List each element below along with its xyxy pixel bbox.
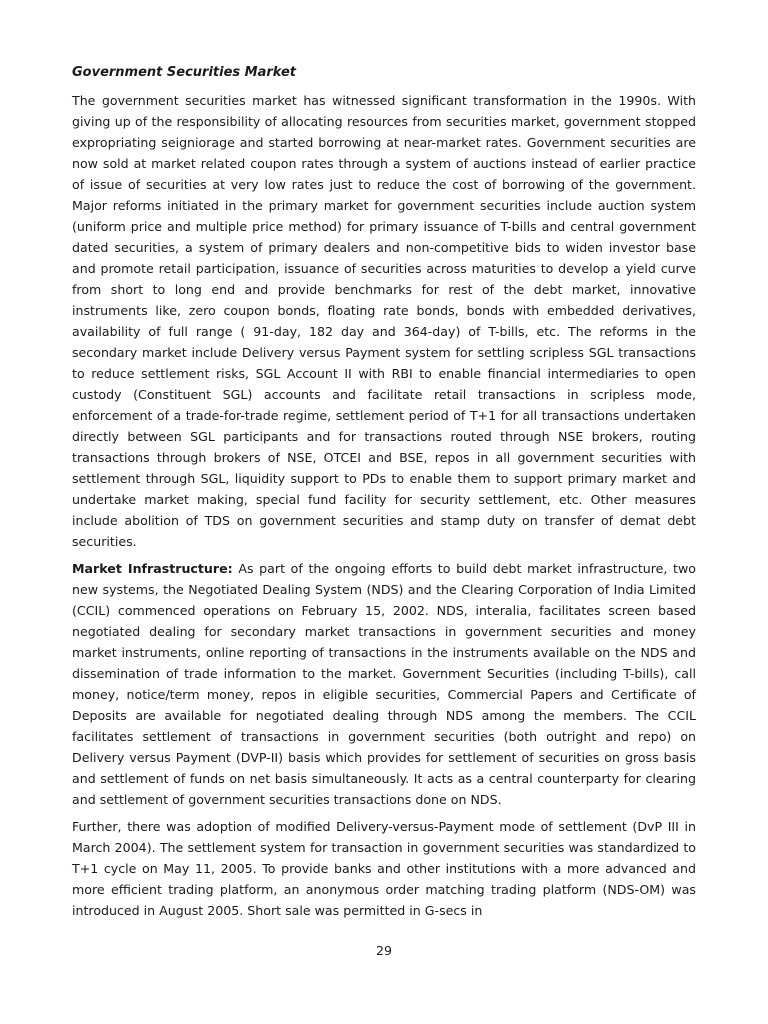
paragraph-lead-label: Market Infrastructure: [72, 561, 233, 576]
paragraph-settlement: Further, there was adoption of modified Delivery-versus-Payment mode of settlement (DvP III in March 2004). The settlement system for transaction in government securities was standardized to T+1 cycle on May 11, 2005. To provide banks and other institutions with a more advanced and more efficient trading platform, an anonymous order matching trading platform (NDS-OM) was introduced in August 2005. Short sale was permitted in G-secs in [72, 819, 696, 918]
page-number: 29 [375, 943, 393, 958]
paragraph-reforms: The government securities market has witnessed significant transformation in the 1990s. With giving up of the responsibility of allocating resources from securities market, government stopped expropriating seigniorage and started borrowing at near-market rates. Government securities are now sold at market related coupon rates through a system of auctions instead of earlier practice of issue of securities at very low rates just to reduce the cost of borrowing of the government. Major reforms initiated in the primary market for government securities include auction system (uniform price and multiple price method) for primary issuance of T-bills and central government dated securities, a system of primary dealers and non-competitive bids to widen investor base and promote retail participation, issuance of securities across maturities to develop a yield curve from short to long end and provide benchmarks for rest of the debt market, innovative instruments like, zero coupon bonds, floating rate bonds, bonds with embedded derivatives, availability of full range ( 91-day, 182 day and 364-day) of T-bills, etc. The reforms in the secondary market include Delivery versus Payment system for settling scripless SGL transactions to reduce settlement risks, SGL Account II with RBI to enable financial intermediaries to open custody (Constituent SGL) accounts and facilitate retail transactions in scripless mode, enforcement of a trade-for-trade regime, settlement period of T+1 for all transactions undertaken directly between SGL participants and for transactions routed through NSE brokers, routing transactions through brokers of NSE, OTCEI and BSE, repos in all government securities with settlement through SGL, liquidity support to PDs to enable them to support primary market and undertake market making, special fund facility for security settlement, etc. Other measures include abolition of TDS on government securities and stamp duty on transfer of demat debt securities. [72, 93, 696, 549]
paragraph-body: As part of the ongoing efforts to build debt market infrastructure, two new systems, the Negotiated Dealing System (NDS) and the Clearing Corporation of India Limited (CCIL) commenced operations on February 15, 2002. NDS, interalia, facilitates screen based negotiated dealing for secondary market transactions in government securities and money market instruments, online reporting of transactions in the instruments available on the NDS and dissemination of trade information to the market. Government Securities (including T-bills), call money, notice/term money, repos in eligible securities, Commercial Papers and Certificate of Deposits are available for negotiated dealing through NDS among the members. The CCIL facilitates settlement of transactions in government securities (both outright and repo) on Delivery versus Payment (DVP-II) basis which provides for settlement of securities on gross basis and settlement of funds on net basis simultaneously. It acts as a central counterparty for clearing and settlement of government securities transactions done on NDS. [72, 561, 697, 807]
document-page [72, 62, 696, 927]
paragraph-market-infrastructure [72, 558, 696, 810]
section-heading: Government Securities Market [72, 65, 297, 80]
